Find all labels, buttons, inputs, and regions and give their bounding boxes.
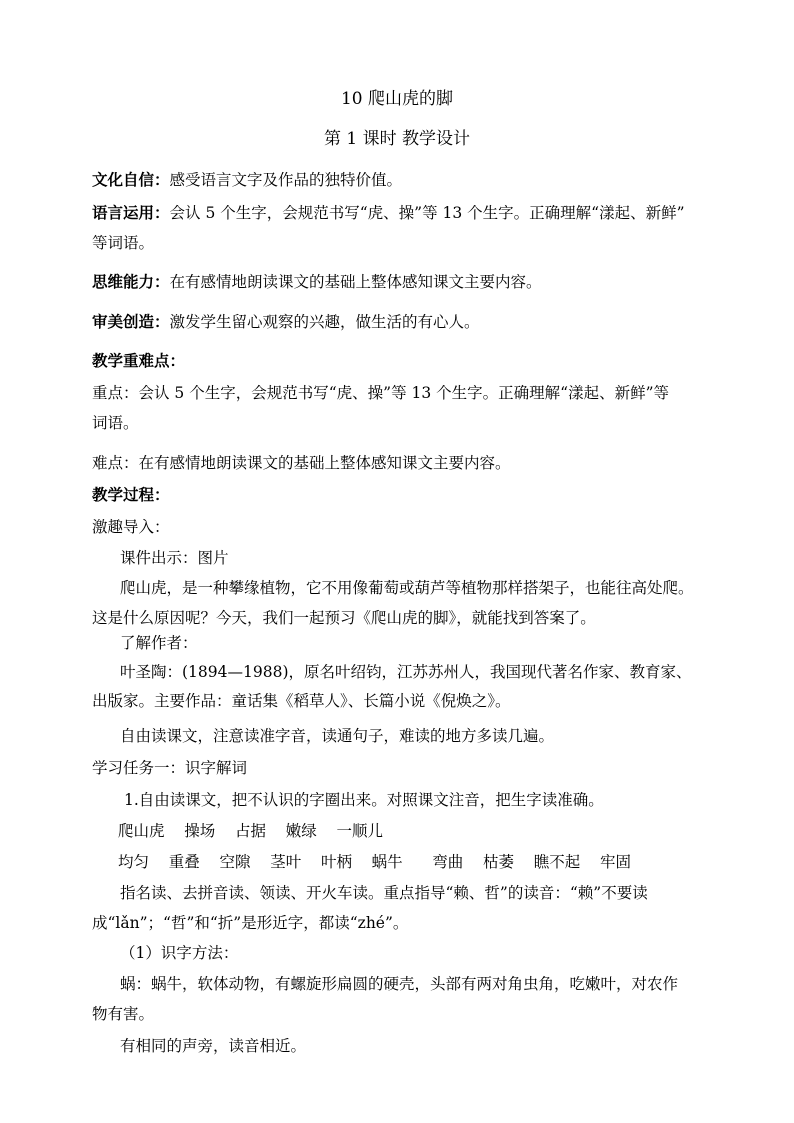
key-points-focus-line2: 词语。 <box>92 414 139 432</box>
goal-aesthetic <box>92 312 480 332</box>
word: 牢固 <box>599 853 631 871</box>
key-points-focus-line1: 重点：会认 5 个生字，会规范书写“虎、操”等 13 个生字。正确理解“漾起、新鲜”等 <box>92 384 669 402</box>
goal-culture-label: 文化自信： <box>92 170 170 189</box>
word: 一顺儿 <box>336 822 383 840</box>
process-heading: 教学过程： <box>92 485 170 504</box>
word: 爬山虎 <box>118 822 165 840</box>
goal-thinking-label: 思维能力： <box>92 272 170 291</box>
word: 枯萎 <box>482 853 514 871</box>
process-courseware: 课件出示：图片 <box>120 549 229 567</box>
snail-line2: 物有害。 <box>92 1005 155 1023</box>
word: 蜗牛 <box>371 853 403 871</box>
goal-thinking <box>92 272 542 292</box>
snail-line1: 蜗：蜗牛，软体动物，有螺旋形扁圆的硬壳，头部有两对角虫角，吃嫩叶，对农作 <box>120 975 679 993</box>
author-heading: 了解作者： <box>120 634 198 652</box>
goal-thinking-text: 在有感情地朗读课文的基础上整体感知课文主要内容。 <box>169 273 542 291</box>
goal-language-line1: 会认 5 个生字，会规范书写“虎、操”等 13 个生字。正确理解“漾起、新鲜” <box>169 204 685 222</box>
method-heading: （1）识字方法： <box>120 944 239 962</box>
process-para1-line2: 这是什么原因呢？今天，我们一起预习《爬山虎的脚》，就能找到答案了。 <box>92 609 596 627</box>
word: 茎叶 <box>270 853 302 871</box>
word: 弯曲 <box>432 853 464 871</box>
pron-line1: 指名读、去拼音读、领读、开火车读。重点指导“赖、哲”的读音：“赖”不要读 <box>120 884 648 902</box>
task1-step1: 1.自由读课文，把不认识的字圈出来。对照课文注音，把生字读准确。 <box>124 791 604 809</box>
goal-language <box>92 203 685 223</box>
word: 嫩绿 <box>285 822 317 840</box>
free-read: 自由读课文，注意读准字音，读通句子，难读的地方多读几遍。 <box>120 727 555 745</box>
process-para1-line1: 爬山虎，是一种攀缘植物，它不用像葡萄或葫芦等植物那样搭架子，也能往高处爬。 <box>120 579 694 597</box>
word: 均匀 <box>118 853 150 871</box>
word: 操场 <box>184 822 216 840</box>
author-line2: 出版家。主要作品：童话集《稻草人》、长篇小说《倪焕之》。 <box>92 692 511 710</box>
pron-line2: 成“lǎn”；“哲”和“折”是形近字，都读“zhé”。 <box>92 914 409 932</box>
goal-culture-text: 感受语言文字及作品的独特价值。 <box>169 171 403 189</box>
page-title: 10 爬山虎的脚 <box>340 89 454 109</box>
goal-aesthetic-label: 审美创造： <box>92 312 170 331</box>
word: 重叠 <box>168 853 200 871</box>
word: 瞧不起 <box>533 853 581 871</box>
key-points-difficulty: 难点：在有感情地朗读课文的基础上整体感知课文主要内容。 <box>92 454 511 472</box>
goal-language-line2: 等词语。 <box>92 234 155 252</box>
words-row1 <box>118 821 383 841</box>
process-intro: 激趣导入： <box>92 518 170 536</box>
task1-heading: 学习任务一：识字解词 <box>92 759 248 777</box>
goal-culture <box>92 170 402 190</box>
same-radical: 有相同的声旁，读音相近。 <box>120 1037 307 1055</box>
key-points-heading: 教学重难点： <box>92 351 186 370</box>
word: 空隙 <box>219 853 251 871</box>
page-subtitle: 第 1 课时 教学设计 <box>323 129 471 149</box>
author-line1: 叶圣陶：(1894—1988)，原名叶绍钧，江苏苏州人，我国现代著名作家、教育家、 <box>120 663 692 681</box>
goal-language-label: 语言运用： <box>92 203 170 222</box>
words-row2 <box>118 852 631 872</box>
goal-aesthetic-text: 激发学生留心观察的兴趣，做生活的有心人。 <box>169 313 480 331</box>
word: 占据 <box>234 822 266 840</box>
word: 叶柄 <box>320 853 352 871</box>
